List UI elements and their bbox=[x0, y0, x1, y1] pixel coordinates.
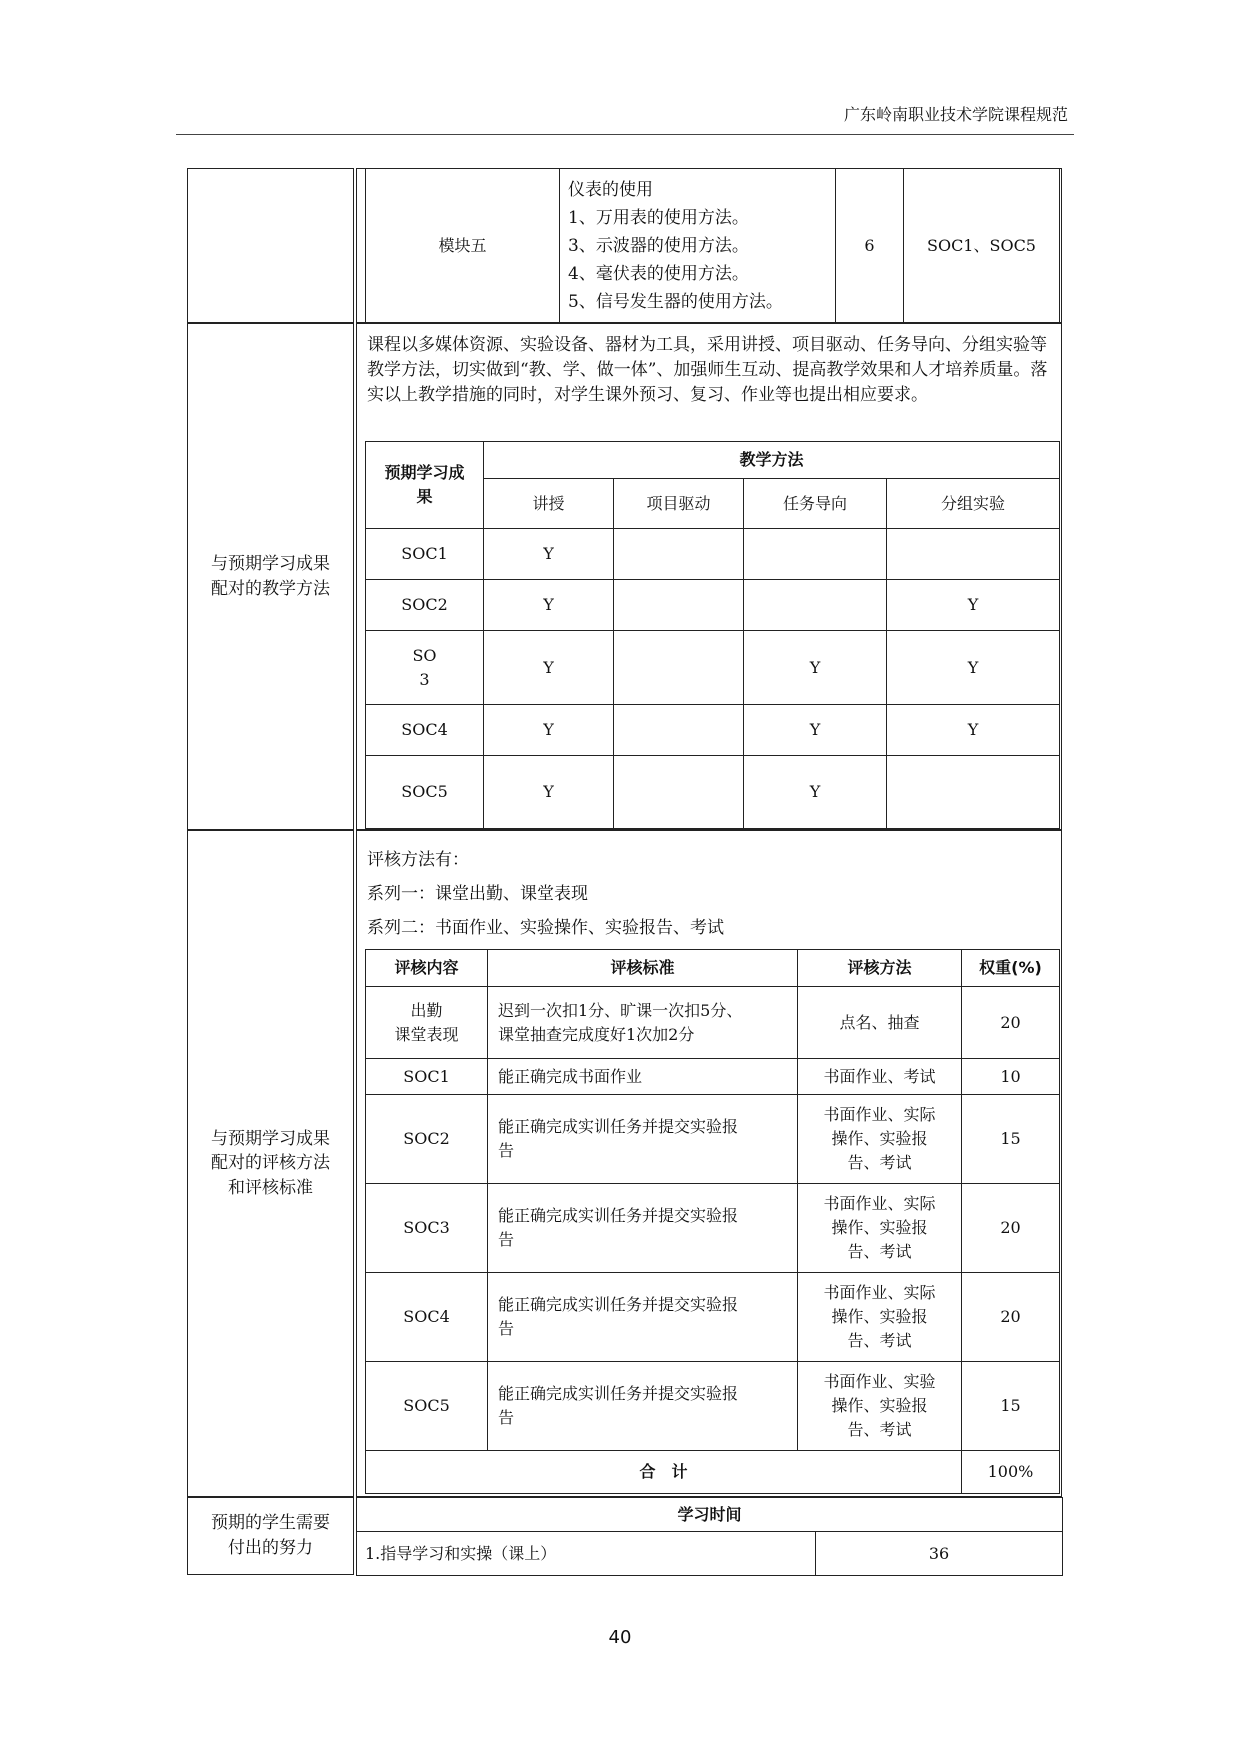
method-line: 书面作业、实验 bbox=[823, 1372, 936, 1391]
standard-line: 能正确完成实训任务并提交实验报 bbox=[498, 1206, 739, 1225]
table-row bbox=[366, 756, 1060, 829]
method-mark bbox=[614, 580, 744, 631]
page-number: 40 bbox=[608, 1627, 632, 1648]
method-mark bbox=[887, 529, 1060, 580]
outcome-cell: SOC4 bbox=[366, 705, 484, 756]
standard-line: 能正确完成实训任务并提交实验报 bbox=[498, 1295, 739, 1314]
module-hours: 6 bbox=[836, 169, 904, 323]
table-row bbox=[366, 631, 1060, 705]
assessment-weight: 10 bbox=[962, 1059, 1060, 1095]
assessment-header: 评核标准 bbox=[488, 950, 798, 987]
outcome-column-header bbox=[366, 442, 484, 529]
method-mark: Y bbox=[887, 580, 1060, 631]
assessment-standard bbox=[488, 987, 798, 1059]
method-mark: Y bbox=[484, 756, 614, 829]
standard-line: 能正确完成实训任务并提交实验报 bbox=[498, 1117, 739, 1136]
method-header: 讲授 bbox=[484, 479, 614, 529]
standard-line: 告 bbox=[498, 1319, 515, 1338]
total-row bbox=[366, 1451, 1060, 1494]
table-row bbox=[366, 1095, 1060, 1184]
method-line: 书面作业、实际 bbox=[823, 1194, 936, 1213]
assessment-label-line: 配对的评核方法 bbox=[211, 1153, 330, 1174]
assessment-content bbox=[366, 987, 488, 1059]
module-content-item: 4、毫伏表的使用方法。 bbox=[568, 263, 749, 284]
header-rule bbox=[176, 134, 1074, 135]
table-row bbox=[366, 1059, 1060, 1095]
assessment-standard bbox=[488, 1273, 798, 1362]
teaching-label-line: 配对的教学方法 bbox=[211, 578, 330, 599]
assessment-intro bbox=[367, 843, 1057, 945]
content-line: 课堂表现 bbox=[394, 1024, 459, 1044]
module-section-content bbox=[356, 168, 1062, 323]
standard-line: 课堂抽查完成度好1次加2分 bbox=[498, 1024, 695, 1044]
table-row bbox=[366, 1273, 1060, 1362]
assessment-content: SOC3 bbox=[366, 1184, 488, 1273]
module-content-item: 3、示波器的使用方法。 bbox=[568, 235, 749, 256]
table-row bbox=[366, 580, 1060, 631]
method-mark bbox=[744, 580, 887, 631]
method-line: 告、考试 bbox=[847, 1153, 912, 1172]
assessment-intro-line: 评核方法有： bbox=[367, 850, 469, 870]
method-mark: Y bbox=[744, 756, 887, 829]
teaching-methods-table bbox=[365, 441, 1060, 829]
effort-item-value: 36 bbox=[816, 1532, 1063, 1576]
method-mark: Y bbox=[887, 705, 1060, 756]
table-row bbox=[366, 705, 1060, 756]
assessment-method bbox=[798, 1095, 962, 1184]
standard-line: 能正确完成实训任务并提交实验报 bbox=[498, 1384, 739, 1403]
module-content-title: 仪表的使用 bbox=[568, 179, 653, 200]
assessment-method bbox=[798, 1273, 962, 1362]
assessment-weight: 20 bbox=[962, 987, 1060, 1059]
assessment-label-line: 和评核标准 bbox=[228, 1177, 313, 1198]
method-line: 告、考试 bbox=[847, 1420, 912, 1439]
method-mark bbox=[887, 756, 1060, 829]
method-line: 操作、实验报 bbox=[831, 1218, 928, 1237]
method-mark bbox=[614, 705, 744, 756]
assessment-standard bbox=[488, 1362, 798, 1451]
assessment-content: SOC2 bbox=[366, 1095, 488, 1184]
standard-line: 迟到一次扣1分、旷课一次扣5分、 bbox=[498, 1000, 743, 1020]
method-line: 告、考试 bbox=[847, 1242, 912, 1261]
teaching-section-content bbox=[356, 323, 1062, 830]
effort-section-label bbox=[187, 1497, 354, 1575]
method-line: 书面作业、实际 bbox=[823, 1105, 936, 1124]
module-name: 模块五 bbox=[366, 169, 560, 323]
method-mark: Y bbox=[484, 580, 614, 631]
effort-item-label: 1.指导学习和实操（课上） bbox=[357, 1532, 816, 1576]
effort-label-line: 预期的学生需要 bbox=[211, 1513, 330, 1534]
assessment-label-line: 与预期学习成果 bbox=[211, 1128, 330, 1149]
outcome-line: SO bbox=[412, 645, 437, 665]
method-mark: Y bbox=[484, 529, 614, 580]
assessment-section-content bbox=[356, 830, 1062, 1497]
method-mark: Y bbox=[744, 631, 887, 705]
total-label: 合 计 bbox=[366, 1451, 962, 1494]
method-mark bbox=[614, 756, 744, 829]
assessment-method: 点名、抽查 bbox=[798, 987, 962, 1059]
module-table bbox=[365, 169, 1060, 323]
assessment-header: 评核方法 bbox=[798, 950, 962, 987]
method-line: 告、考试 bbox=[847, 1331, 912, 1350]
method-header: 项目驱动 bbox=[614, 479, 744, 529]
method-header: 任务导向 bbox=[744, 479, 887, 529]
method-header: 分组实验 bbox=[887, 479, 1060, 529]
assessment-method: 书面作业、考试 bbox=[798, 1059, 962, 1095]
method-line: 书面作业、实际 bbox=[823, 1283, 936, 1302]
outcome-header-line: 预期学习成 bbox=[384, 463, 465, 482]
assessment-weight: 20 bbox=[962, 1273, 1060, 1362]
method-line: 操作、实验报 bbox=[831, 1129, 928, 1148]
method-mark bbox=[744, 529, 887, 580]
assessment-weight: 20 bbox=[962, 1184, 1060, 1273]
document-header-title: 广东岭南职业技术学院课程规范 bbox=[843, 105, 1068, 124]
effort-header: 学习时间 bbox=[357, 1498, 1063, 1532]
total-value: 100% bbox=[962, 1451, 1060, 1494]
outcome-cell: SOC1 bbox=[366, 529, 484, 580]
assessment-header: 评核内容 bbox=[366, 950, 488, 987]
table-row bbox=[366, 529, 1060, 580]
outcome-header-line: 果 bbox=[416, 487, 433, 506]
assessment-content: SOC1 bbox=[366, 1059, 488, 1095]
standard-line: 告 bbox=[498, 1408, 515, 1427]
table-row bbox=[366, 1362, 1060, 1451]
assessment-content: SOC5 bbox=[366, 1362, 488, 1451]
assessment-table bbox=[365, 949, 1060, 1494]
module-outcomes: SOC1、SOC5 bbox=[904, 169, 1060, 323]
teaching-description: 课程以多媒体资源、实验设备、器材为工具，采用讲授、项目驱动、任务导向、分组实验等教学方法，切实做到“教、学、做一体”、加强师生互动、提高教学效果和人才培养质量。落实以上教学措施的同时，对学生课外预习、复习、作业等也提出相应要求。 bbox=[367, 335, 1048, 405]
outcome-cell bbox=[366, 631, 484, 705]
assessment-standard bbox=[488, 1184, 798, 1273]
standard-line: 告 bbox=[498, 1141, 515, 1160]
module-content bbox=[560, 169, 836, 323]
method-mark: Y bbox=[887, 631, 1060, 705]
outcome-cell: SOC2 bbox=[366, 580, 484, 631]
outcome-cell: SOC5 bbox=[366, 756, 484, 829]
assessment-header: 权重(%) bbox=[962, 950, 1060, 987]
outcome-line: 3 bbox=[419, 669, 430, 689]
table-row bbox=[357, 1532, 1063, 1576]
teaching-label-line: 与预期学习成果 bbox=[211, 553, 330, 574]
effort-section-content bbox=[356, 1497, 1062, 1575]
assessment-standard bbox=[488, 1095, 798, 1184]
assessment-intro-line: 系列一：课堂出勤、课堂表现 bbox=[367, 884, 588, 904]
table-row bbox=[366, 1184, 1060, 1273]
content-line: 出勤 bbox=[410, 1000, 443, 1020]
standard-line: 告 bbox=[498, 1230, 515, 1249]
module-section-label-cell bbox=[187, 168, 354, 323]
assessment-method bbox=[798, 1184, 962, 1273]
assessment-standard: 能正确完成书面作业 bbox=[488, 1059, 798, 1095]
method-mark bbox=[614, 529, 744, 580]
method-line: 操作、实验报 bbox=[831, 1307, 928, 1326]
teaching-section-label bbox=[187, 323, 354, 830]
method-mark: Y bbox=[484, 705, 614, 756]
method-line: 操作、实验报 bbox=[831, 1396, 928, 1415]
assessment-section-label bbox=[187, 830, 354, 1497]
module-content-item: 1、万用表的使用方法。 bbox=[568, 207, 749, 228]
assessment-method bbox=[798, 1362, 962, 1451]
methods-group-header: 教学方法 bbox=[484, 442, 1060, 479]
table-row bbox=[366, 987, 1060, 1059]
assessment-weight: 15 bbox=[962, 1362, 1060, 1451]
assessment-weight: 15 bbox=[962, 1095, 1060, 1184]
module-content-item: 5、信号发生器的使用方法。 bbox=[568, 291, 783, 312]
method-mark: Y bbox=[744, 705, 887, 756]
assessment-content: SOC4 bbox=[366, 1273, 488, 1362]
assessment-intro-line: 系列二：书面作业、实验操作、实验报告、考试 bbox=[367, 918, 724, 938]
method-mark: Y bbox=[484, 631, 614, 705]
effort-label-line: 付出的努力 bbox=[228, 1538, 313, 1558]
method-mark bbox=[614, 631, 744, 705]
effort-table bbox=[356, 1497, 1063, 1576]
